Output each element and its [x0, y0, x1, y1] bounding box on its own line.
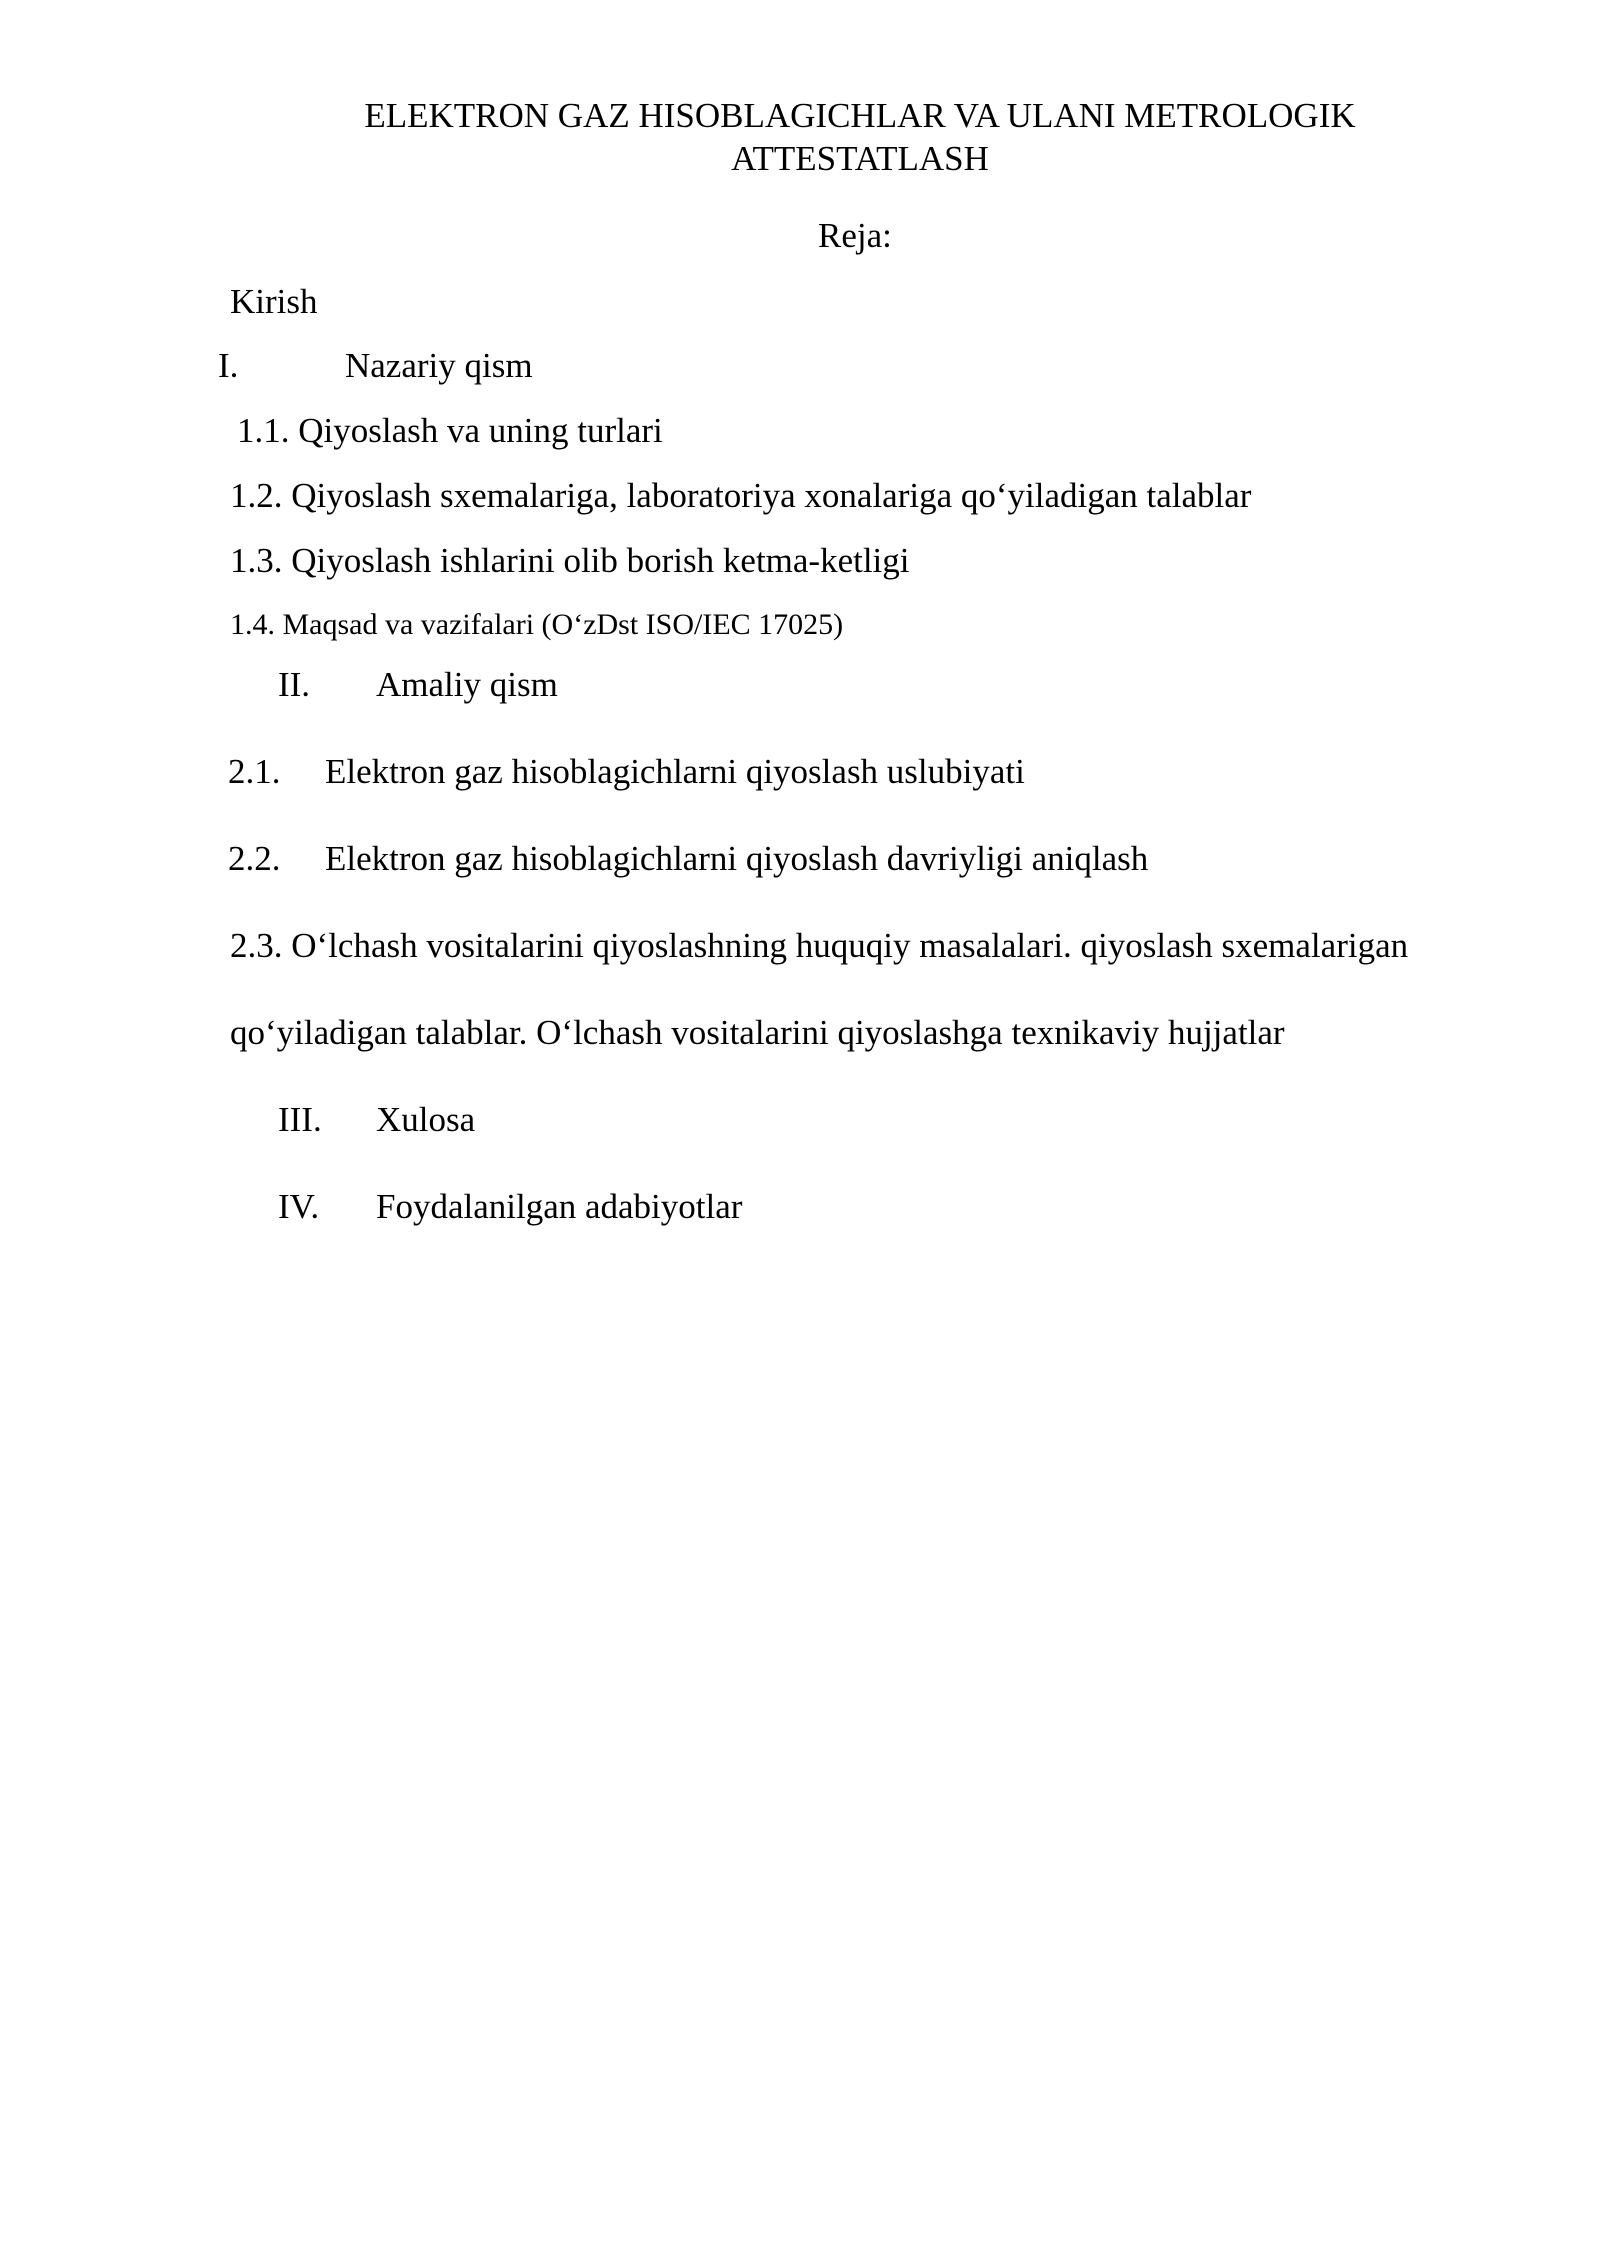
section-3-number: III. — [278, 1100, 322, 1139]
toc-item-1-2: 1.2. Qiyoslash sxemalariga, laboratoriya xonalariga qo‘yiladigan talablar — [230, 476, 1252, 515]
section-4-number: IV. — [278, 1187, 320, 1226]
toc-item-2-3-line-2: qo‘yiladigan talablar. O‘lchash vositalarini qiyoslashga texnikaviy hujjatlar — [230, 1013, 1285, 1052]
section-3-label: Xulosa — [376, 1100, 476, 1139]
section-2-label: Amaliy qism — [376, 665, 558, 704]
toc-item-1-3: 1.3. Qiyoslash ishlarini olib borish ketma-ketligi — [230, 541, 910, 580]
document-title-line-2: ATTESTATLASH — [731, 139, 989, 178]
toc-item-1-1: 1.1. Qiyoslash va uning turlari — [237, 411, 663, 450]
plan-heading: Reja: — [818, 216, 892, 255]
toc-item-2-1-number: 2.1. — [228, 752, 281, 791]
toc-item-1-4: 1.4. Maqsad va vazifalari (O‘zDst ISO/IEC 17025) — [230, 608, 844, 641]
toc-item-2-3-line-1: 2.3. O‘lchash vositalarini qiyoslashning huquqiy masalalari. qiyoslash sxemalarigan — [230, 926, 1409, 965]
section-2-number: II. — [278, 665, 311, 704]
document-title-line-1: ELEKTRON GAZ HISOBLAGICHLAR VA ULANI METROLOGIK — [364, 96, 1356, 135]
toc-item-2-2-number: 2.2. — [228, 839, 281, 878]
toc-item-2-1-label: Elektron gaz hisoblagichlarni qiyoslash uslubiyati — [325, 752, 1025, 791]
section-4-label: Foydalanilgan adabiyotlar — [376, 1187, 743, 1226]
section-1-number: I. — [218, 346, 239, 385]
section-1-label: Nazariy qism — [345, 346, 533, 385]
intro-item: Kirish — [230, 282, 318, 321]
toc-item-2-2-label: Elektron gaz hisoblagichlarni qiyoslash davriyligi aniqlash — [325, 839, 1149, 878]
